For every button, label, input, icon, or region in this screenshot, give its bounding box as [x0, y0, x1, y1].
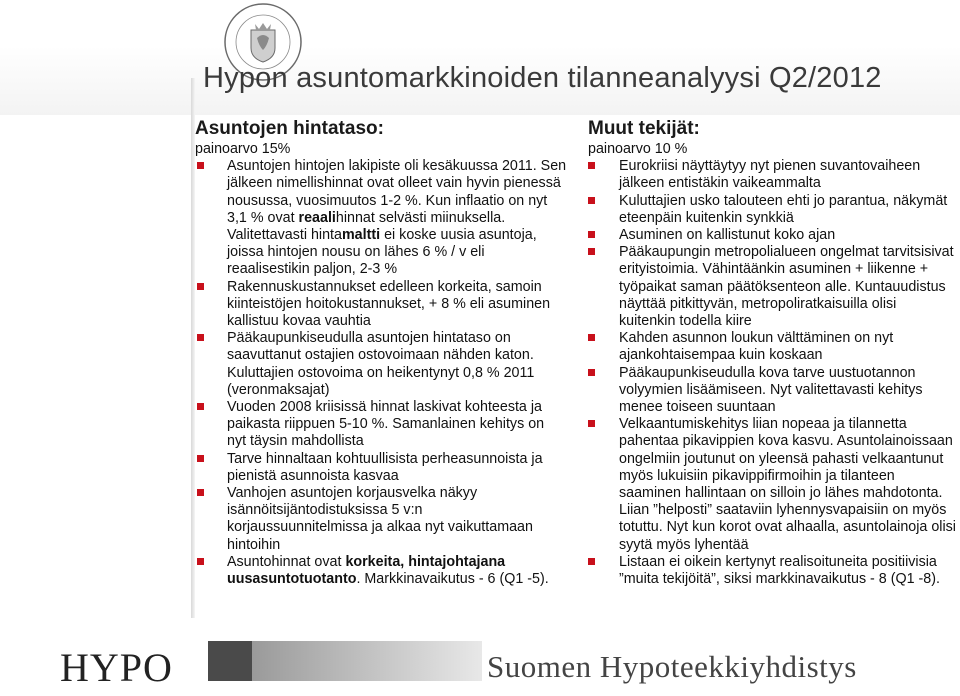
price-bullet-item — [195, 554, 567, 588]
square-bullet-icon — [197, 334, 204, 341]
price-bullet-item — [195, 158, 567, 278]
section-heading-price: Asuntojen hintataso: — [195, 118, 384, 139]
footer-logo-text: HYPO — [60, 645, 173, 690]
square-bullet-icon — [588, 334, 595, 341]
other-bullet-item — [588, 158, 956, 192]
price-bullet-item — [195, 330, 567, 399]
price-bullet-item — [195, 399, 567, 451]
bullet-text: Asuntohinnat ovat — [227, 553, 346, 570]
bullet-text: Rakennuskustannukset edelleen korkeita, samoin kiinteistöjen hoitokustannukset, + 8 % eli asuminen kallistuu kovaa vauhtia — [227, 278, 551, 330]
footer-logo-square — [208, 641, 252, 681]
header-background — [0, 0, 960, 115]
price-bullet-item — [195, 485, 567, 554]
square-bullet-icon — [588, 197, 595, 204]
square-bullet-icon — [588, 369, 595, 376]
bullet-text: Kahden asunnon loukun välttäminen on nyt ajankohtaisempaa kuin koskaan — [619, 330, 894, 364]
other-bullet-item — [588, 193, 956, 227]
bullet-text: Kuluttajien usko talouteen ehti jo parantua, näkymät eteenpäin kuitenkin synkkiä — [619, 192, 948, 226]
section-heading-other: Muut tekijät: — [588, 118, 700, 139]
square-bullet-icon — [197, 558, 204, 565]
other-bullet-list — [588, 158, 956, 588]
bullet-text: Pääkaupungin metropolialueen ongelmat tarvitsisivat erityistoimia. Vähintäänkin asuminen + liikenne + työpaikat saman päätöksenteon alle. Kuntauudistus näyttää pitkittyvän, metropoliratkaisuilla olisi kuitenkin todella kiire — [619, 244, 954, 330]
bold-text: maltti — [341, 227, 381, 244]
price-bullet-item — [195, 279, 567, 331]
square-bullet-icon — [197, 162, 204, 169]
bold-text: korkeita, hintajohtajana uusasuntotuotanto — [227, 553, 506, 588]
square-bullet-icon — [588, 248, 595, 255]
other-bullet-item — [588, 416, 956, 554]
slide-title: Hypon asuntomarkkinoiden tilanneanalyysi Q2/2012 — [203, 62, 882, 94]
bullet-text: Listaan ei oikein kertynyt realisoituneita positiivisia ”muita tekijöitä”, siksi markkinavaikutus - 8 (Q1 -8). — [619, 553, 940, 588]
other-bullet-item — [588, 330, 956, 364]
bold-text: reaali — [298, 209, 336, 226]
footer-gradient-band — [252, 641, 482, 681]
square-bullet-icon — [588, 420, 595, 427]
bullet-text: Tarve hinnaltaan kohtuullisista perheasunnoista ja pienistä asunnoista kasvaa — [227, 450, 543, 484]
weight-label-other: painoarvo 10 % — [588, 141, 688, 157]
square-bullet-icon — [588, 558, 595, 565]
square-bullet-icon — [197, 403, 204, 410]
price-bullet-list — [195, 158, 567, 588]
square-bullet-icon — [588, 231, 595, 238]
bullet-text: . Markkinavaikutus - 6 (Q1 -5). — [356, 571, 549, 588]
column-other-factors — [588, 118, 956, 588]
other-bullet-item — [588, 244, 956, 330]
square-bullet-icon — [588, 162, 595, 169]
bullet-text: hinnat selvästi miinuksella. Valitettavasti hinta — [227, 209, 506, 244]
weight-label-price: painoarvo 15% — [195, 141, 291, 157]
bullet-text: Asuntojen hintojen lakipiste oli kesäkuussa 2011. Sen jälkeen nimellishinnat ovat olleet vain hyvin pienessä nousussa, vuosimuutos 1-2 %. Kun inflaatio on nyt 3,1 % ovat — [227, 158, 567, 226]
footer-brand-name: Suomen Hypoteekkiyhdistys — [487, 649, 857, 684]
other-bullet-item — [588, 554, 956, 588]
bullet-text: Vanhojen asuntojen korjausvelka näkyy isännöitsijäntodistuksissa 5 v:n korjaussuunnitelmissa ja alkaa nyt vaikuttamaan hintoihin — [227, 485, 533, 553]
square-bullet-icon — [197, 489, 204, 496]
bullet-text: Pääkaupunkiseudulla asuntojen hintataso on saavuttanut ostajien ostovoimaan nähden katon. Kuluttajien ostovoima on heikentynyt 0,8 % 2011 (veronmaksajat) — [227, 330, 535, 398]
bullet-text: Vuoden 2008 kriisissä hinnat laskivat kohteesta ja paikasta riippuen 5-10 %. Samanlainen kehitys on nyt täysin mahdollista — [227, 399, 545, 450]
bullet-text: Pääkaupunkiseudulla kova tarve uustuotannon volyymien lisäämiseen. Nyt valitettavasti kehitys menee toiseen suuntaan — [619, 364, 923, 416]
bullet-text: ei koske uusia asuntoja, joissa hintojen nousu on lähes 6 % / v eli reaalisestikin paljon, 2-3 % — [227, 227, 537, 278]
square-bullet-icon — [197, 283, 204, 290]
other-bullet-item — [588, 365, 956, 417]
other-bullet-item — [588, 227, 956, 244]
price-bullet-item — [195, 451, 567, 485]
square-bullet-icon — [197, 455, 204, 462]
column-price-level — [195, 118, 567, 588]
bullet-text: Velkaantumiskehitys liian nopeaa ja tilannetta pahentaa pikavippien kova kasvu. Asuntolainoissaan ongelmiin joutunut on yleensä pahasti velkaantunut myös lukuisiin pikavippifirmoihin ja tilanteen saaminen hallintaan on silloin jo lähes mahdotonta. Liian ”helposti” saataviin lyhennysvapaisiin on myös totuttu. Nyt kun korot ovat alhaalla, asuntolainoja olisi syytä myös lyhentää — [619, 416, 956, 553]
bullet-text: Eurokriisi näyttäytyy nyt pienen suvantovaiheen jälkeen entistäkin vaikeammalta — [619, 158, 921, 192]
bullet-text: Asuminen on kallistunut koko ajan — [619, 227, 836, 244]
